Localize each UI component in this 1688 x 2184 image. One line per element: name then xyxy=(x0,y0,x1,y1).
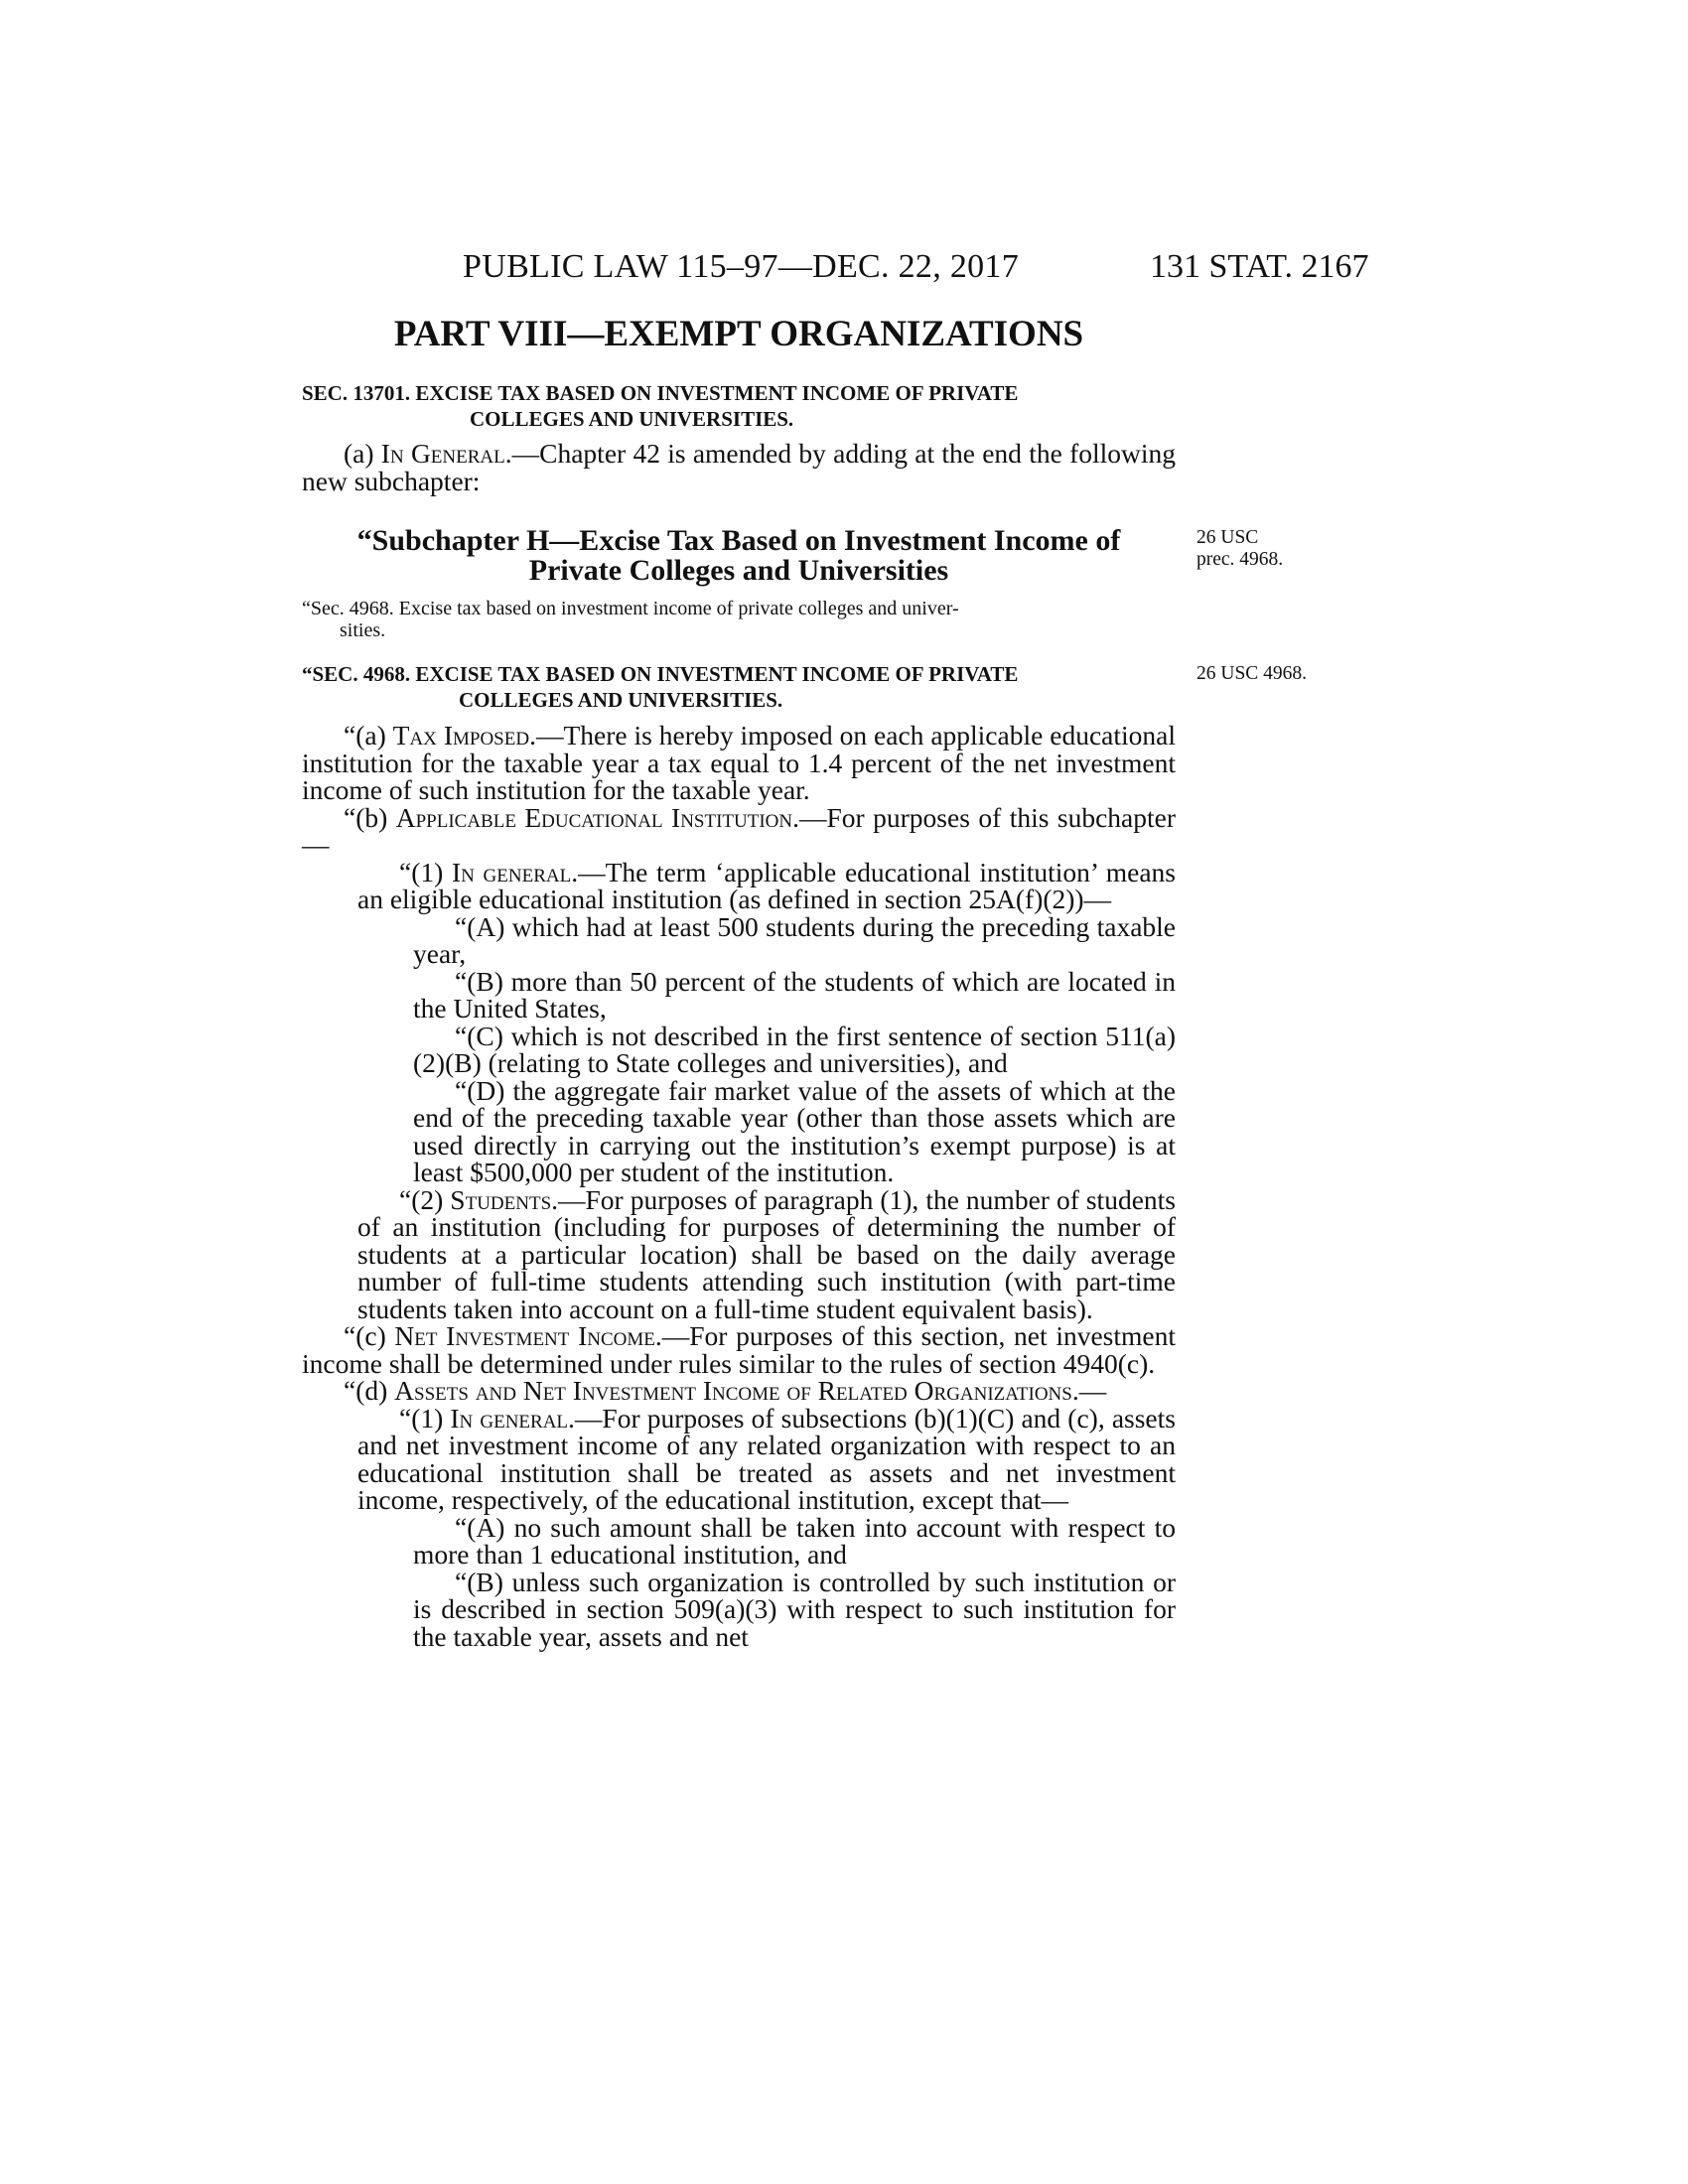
subparagraph-b1D: “(D) the aggregate fair market value of the assets of which at the end of the preceding taxable year (other than those assets which are used directly in carrying out the institution’s exempt purpose) is at least $500,000 per student of the institution. xyxy=(413,1074,1176,1187)
table-of-sections xyxy=(302,598,1176,641)
section-heading-line: SEC. 13701. EXCISE TAX BASED ON INVESTMENT INCOME OF PRIVATE xyxy=(302,381,1019,405)
subchapter-title xyxy=(302,526,1176,586)
subchapter-title-line: Private Colleges and Universities xyxy=(528,554,949,587)
subparagraph-b1C: “(C) which is not described in the first sentence of section 511(a)(2)(B) (relating to State colleges and universities), and xyxy=(413,1020,1176,1078)
paragraph-d1: “(1) In general.—For purposes of subsections (b)(1)(C) and (c), assets and net investment income of any related organization with respect to an educational institution shall be treated as assets and net investment income, respectively, of the educational institution, except that— xyxy=(357,1402,1176,1515)
paragraph-b1: “(1) In general.—The term ‘applicable educational institution’ means an eligible educational institution (as defined in section 25A(f)(2))— xyxy=(357,856,1176,914)
subchapter-title-line: “Subchapter H—Excise Tax Based on Investment Income of xyxy=(356,524,1121,557)
section-13701-heading xyxy=(302,380,1176,432)
margin-note: 26 USC 4968. xyxy=(1196,663,1308,684)
subparagraph-d1A: “(A) no such amount shall be taken into account with respect to more than 1 educational institution, and xyxy=(413,1511,1176,1570)
subsection-c: “(c) Net Investment Income.—For purposes of this section, net investment income shall be determined under rules similar to the rules of section 4940(c). xyxy=(302,1320,1176,1379)
subsection-d: “(d) Assets and Net Investment Income of Related Organizations.— xyxy=(344,1375,1107,1406)
section-heading-line: “SEC. 4968. EXCISE TAX BASED ON INVESTMENT INCOME OF PRIVATE xyxy=(302,662,1019,686)
paragraph-a-in-general: (a) In General.—Chapter 42 is amended by adding at the end the following new subchapter: xyxy=(302,438,1177,496)
subparagraph-b1A: “(A) which had at least 500 students during the preceding taxable year, xyxy=(413,910,1176,969)
part-title: PART VIII—EXEMPT ORGANIZATIONS xyxy=(393,314,1084,354)
section-4968-body xyxy=(302,722,1176,1650)
subparagraph-d1B: “(B) unless such organization is controlled by such institution or is described in section 509(a)(3) with respect to such institution for the taxable year, assets and net xyxy=(413,1566,1176,1652)
running-header-left: PUBLIC LAW 115–97—DEC. 22, 2017 xyxy=(463,248,1020,285)
page-number: 131 STAT. 2167 xyxy=(1150,248,1369,285)
margin-note: 26 USC prec. 4968. xyxy=(1196,527,1284,570)
section-4968-heading xyxy=(302,661,1176,713)
paragraph-b2: “(2) Students.—For purposes of paragraph (1), the number of students of an institution (including for purposes of determining the number of students at a particular location) shall be based on the daily average number of full-time students attending such institution (with part-time students taken into account on a full-time student equivalent basis). xyxy=(357,1183,1176,1324)
subsection-a: “(a) Tax Imposed.—There is hereby imposed on each applicable educational institution for the taxable year a tax equal to 1.4 percent of the net investment income of such institution for the taxable year. xyxy=(302,720,1176,805)
section-heading-line: COLLEGES AND UNIVERSITIES. xyxy=(459,688,783,712)
subsection-b: “(b) Applicable Educational Institution.—For purposes of this subchapter— xyxy=(302,801,1176,860)
toc-entry-continued: sities. xyxy=(340,619,386,641)
subparagraph-b1B: “(B) more than 50 percent of the students of which are located in the United States, xyxy=(413,965,1176,1024)
toc-entry: “Sec. 4968. Excise tax based on investment income of private colleges and univer- xyxy=(302,598,959,619)
section-heading-line: COLLEGES AND UNIVERSITIES. xyxy=(470,407,794,431)
